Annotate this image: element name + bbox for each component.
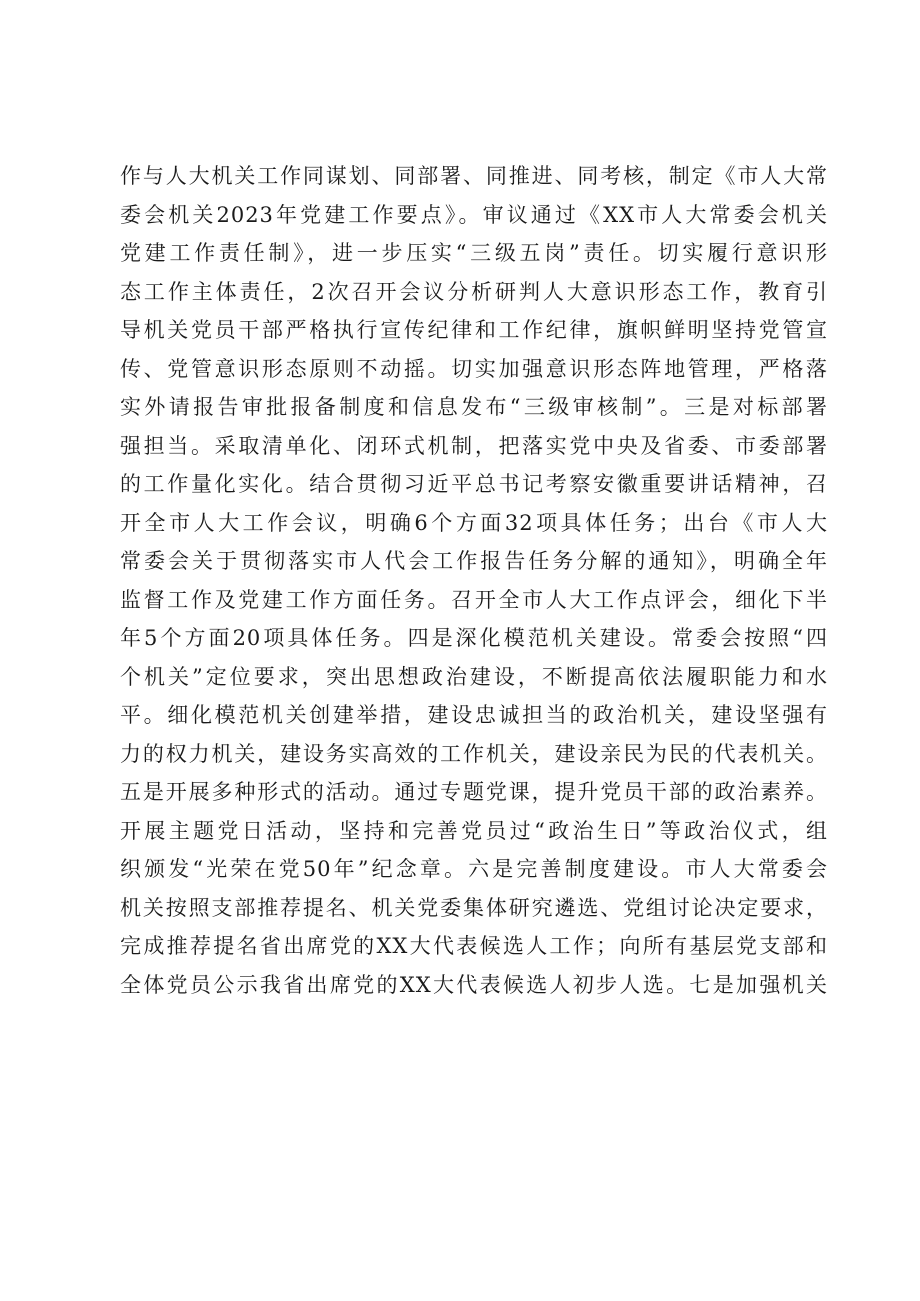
text-line: 导机关党员干部严格执行宣传纪律和工作纪律，旗帜鲜明坚持党管宣 — [120, 318, 828, 342]
text-line: 个机关”定位要求，突出思想政治建设，不断提高依法履职能力和水 — [120, 664, 828, 689]
text-line: 党建工作责任制》，进一步压实“三级五岗”责任。切实履行意识形 — [120, 241, 828, 265]
text-line: 态工作主体责任，2次召开会议分析研判人大意识形态工作，教育引 — [120, 279, 828, 304]
body-text — [120, 157, 828, 1004]
text-line: 作与人大机关工作同谋划、同部署、同推进、同考核，制定《市人大常 — [120, 164, 828, 188]
text-line: 平。细化模范机关创建举措，建设忠诚担当的政治机关，建设坚强有 — [120, 703, 828, 727]
text-line: 委会机关2023年党建工作要点》。审议通过《XX市人大常委会机关 — [120, 202, 828, 227]
text-line: 全体党员公示我省出席党的XX大代表候选人初步人选。七是加强机关 — [120, 972, 828, 997]
text-line: 的工作量化实化。结合贯彻习近平总书记考察安徽重要讲话精神，召 — [120, 472, 828, 496]
text-line: 强担当。采取清单化、闭环式机制，把落实党中央及省委、市委部署 — [120, 433, 828, 458]
text-line: 力的权力机关，建设务实高效的工作机关，建设亲民为民的代表机关。 — [120, 741, 828, 766]
text-line: 开展主题党日活动，坚持和完善党员过“政治生日”等政治仪式，组 — [120, 818, 828, 843]
text-line: 监督工作及党建工作方面任务。召开全市人大工作点评会，细化下半 — [120, 587, 828, 612]
text-line: 五是开展多种形式的活动。通过专题党课，提升党员干部的政治素养。 — [120, 780, 828, 804]
text-line: 完成推荐提名省出席党的XX大代表候选人工作；向所有基层党支部和 — [120, 934, 828, 958]
text-line: 织颁发“光荣在党50年”纪念章。六是完善制度建设。市人大常委会 — [120, 857, 828, 881]
text-line: 开全市人大工作会议，明确6个方面32项具体任务；出台《市人大 — [120, 510, 828, 535]
text-line: 机关按照支部推荐提名、机关党委集体研究遴选、党组讨论决定要求， — [120, 895, 828, 920]
text-line: 传、党管意识形态原则不动摇。切实加强意识形态阵地管理，严格落 — [120, 356, 828, 381]
text-line: 实外请报告审批报备制度和信息发布“三级审核制”。三是对标部署 — [120, 395, 828, 419]
text-line: 年5个方面20项具体任务。四是深化模范机关建设。常委会按照“四 — [120, 626, 828, 650]
text-line: 常委会关于贯彻落实市人代会工作报告任务分解的通知》，明确全年 — [120, 549, 828, 573]
